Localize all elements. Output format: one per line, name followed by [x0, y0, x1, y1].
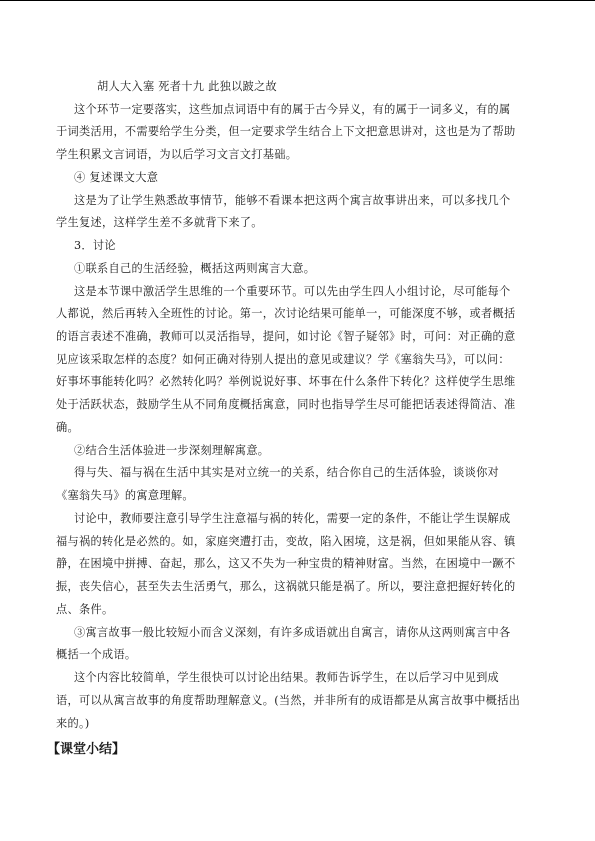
text-line: 学生复述，这样学生差不多就背下来了。: [56, 216, 263, 229]
section-heading: 【课堂小结】: [47, 742, 126, 757]
text-line: 静，在困境中拼搏、奋起，那么，这又不失为一种宝贵的精神财富。当然，在困境中一蹶不: [56, 557, 516, 570]
text-line: 振，丧失信心，甚至失去生活勇气，那么，这祸就只能是祸了。所以，要注意把握好转化的: [56, 580, 516, 593]
text-line: 点、条件。: [56, 603, 114, 616]
text-line: 处于活跃状态，鼓励学生从不同角度概括寓意，同时也指导学生尽可能把话表述得简洁、准: [56, 398, 516, 411]
text-line: ③寓言故事一般比较短小而含义深刻，有许多成语就出自寓言，请你从这两则寓言中各: [74, 626, 511, 639]
text-line: 这个环节一定要落实，这些加点词语中有的属于古今异义，有的属于一词多义，有的属: [74, 103, 511, 116]
text-line: 胡人大入塞 死者十九 此独以跛之故: [97, 80, 278, 93]
text-line: 好事坏事能转化吗？必然转化吗？举例说说好事、坏事在什么条件下转化？这样使学生思维: [56, 375, 516, 388]
text-line: 语，可以从寓言故事的角度帮助理解意义。(当然，并非所有的成语都是从寓言故事中概括出: [56, 694, 521, 707]
text-line: ②结合生活体验进一步深刻理解寓意。: [74, 444, 270, 457]
text-line: 确。: [56, 421, 79, 434]
text-line: 概括一个成语。: [56, 648, 137, 661]
text-line: 得与失、福与祸在生活中其实是对立统一的关系，结合你自己的生活体验，谈谈你对: [74, 466, 500, 479]
text-line: 讨论中，教师要注意引导学生注意福与祸的转化，需要一定的条件，不能让学生误解成: [74, 512, 511, 525]
text-line: 人都说，然后再转入全班性的讨论。第一，次讨论结果可能单一，可能深度不够，或者概括: [56, 307, 516, 320]
text-line: 这个内容比较简单，学生很快可以讨论出结果。教师告诉学生，在以后学习中见到成: [74, 671, 500, 684]
text-line: ①联系自己的生活经验，概括这两则寓言大意。: [74, 262, 316, 275]
text-line: 福与祸的转化是必然的。如，家庭突遭打击，变故，陷入困境，这是祸，但如果能从容、镇: [56, 535, 516, 548]
text-line: 这是为了让学生熟悉故事情节，能够不看课本把这两个寓言故事讲出来，可以多找几个: [74, 194, 511, 207]
text-line: 于词类活用，不需要给学生分类，但一定要求学生结合上下文把意思讲对，这也是为了帮助: [56, 125, 516, 138]
text-line: 这是本节课中激活学生思维的一个重要环节。可以先由学生四人小组讨论，尽可能每个: [74, 285, 511, 298]
text-line: 的语言表述不准确，教师可以灵活指导，提问，如讨论《智子疑邻》时，可问：对正确的意: [56, 330, 516, 343]
text-line: 3．讨论: [74, 239, 116, 252]
text-line: 《塞翁失马》的寓意理解。: [56, 489, 194, 502]
text-line: 学生积累文言词语，为以后学习文言文打基础。: [56, 148, 298, 161]
text-line: ④ 复述课文大意: [74, 171, 159, 184]
text-line: 见应该采取怎样的态度？如何正确对待别人提出的意见或建议？学《塞翁失马》，可以问：: [56, 353, 510, 366]
text-line: 来的。): [56, 717, 90, 730]
